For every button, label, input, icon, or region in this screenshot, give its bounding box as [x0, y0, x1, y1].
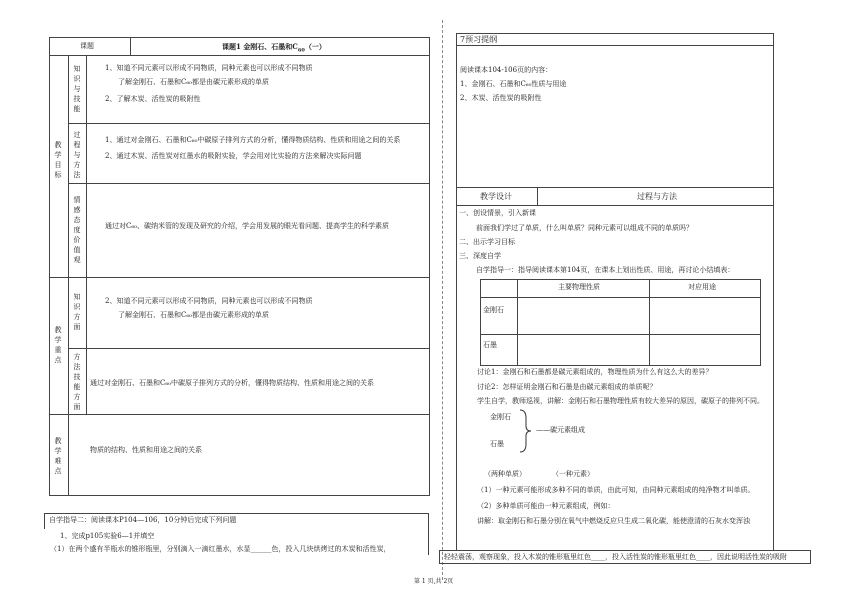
difficulty-text: 物质的结构、性质和用途之间的关系 — [90, 446, 202, 454]
key-method-label: 方法技能方面 — [73, 353, 81, 411]
tip-text: 轻轻震荡，观察现象，投入木炭的锥形瓶里红色____，投入活性炭的锥形瓶里红色____，因此说明活性炭的吸附 — [444, 553, 787, 561]
design-col-2: 过程与方法 — [637, 192, 677, 201]
preview-title: 7预习提纲 — [460, 35, 498, 44]
key-knowledge-line-1: 2、知道不同元素可以形成不同物质，同种元素也可以形成不同物质 — [105, 297, 313, 305]
step-2-title: 二、出示学习目标 — [459, 238, 515, 246]
teaching-goals-label: 教学目标 — [54, 141, 62, 179]
preview-item-1: 1、金刚石、石墨和C₆₀性质与用途 — [460, 80, 567, 88]
key-points-label: 教学重点 — [54, 326, 62, 364]
knowledge-line-3: 2、了解木炭、活性炭的吸附性 — [105, 95, 201, 103]
key-knowledge-label: 知识方面 — [73, 293, 81, 331]
guide-two-line-2: （1）在两个盛有半瓶水的锥形瓶里，分别滴入一滴红墨水，水显______色，投入几块烘烤过的木炭和活性炭， — [50, 545, 391, 553]
curly-brace-icon — [518, 408, 532, 454]
emotion-label: 情感态度价值观 — [73, 196, 81, 264]
tip-box — [439, 550, 811, 564]
two-substances: （两种单质） — [484, 470, 526, 478]
process-line-2: 2、通过木炭、活性炭对红墨水的吸附实验，学会用对比实验的方法来解决实际问题 — [105, 152, 362, 160]
one-element: （一种元素） — [552, 470, 594, 478]
key-method-text: 通过对金刚石、石墨和C₆₀中碳原子排列方式的分析，懂得物质结构、性质和用途之间的关系 — [90, 379, 374, 387]
header-label: 课题 — [80, 42, 94, 50]
table-header-properties: 主要物理性质 — [558, 283, 600, 291]
teacher-explain: 学生自学，教师巡视，讲解：金刚石和石墨物理性质有较大差异的原因，碳原子的排列不同。 — [477, 397, 764, 405]
brace-element: ——碳元素组成 — [536, 426, 585, 434]
knowledge-line-1: 1、知道不同元素可以形成不同物质，同种元素也可以形成不同物质 — [105, 64, 313, 72]
table-row-diamond: 金刚石 — [483, 306, 504, 314]
difficulty-label: 教学难点 — [54, 437, 62, 475]
step-1-text: 前面我们学过了单质，什么叫单质？同种元素可以组成不同的单质吗？ — [476, 224, 693, 232]
explain-text: 讲解：取金刚石和石墨分别在氧气中燃烧反应只生成二氧化碳，能使澄清的石灰水变浑浊 — [477, 517, 750, 525]
preview-read-line: 阅读课本104-106页的内容： — [460, 66, 553, 74]
key-knowledge-line-2: 了解金刚石、石墨和C₆₀都是由碳元素形成的单质 — [118, 311, 269, 319]
design-col-1: 教学设计 — [480, 192, 512, 201]
fold-line — [442, 20, 443, 580]
brace-diamond: 金刚石 — [490, 413, 511, 421]
point-1: （1）一种元素可能形成多种不同的单质，由此可知，由同种元素组成的纯净物才叫单质。 — [477, 486, 755, 494]
guide-two-text: 自学指导二：阅读课本P104—106，10分钟后完成下列问题 — [49, 516, 237, 524]
knowledge-line-2: 了解金刚石、石墨和C₆₀都是由碳元素形成的单质 — [118, 78, 269, 86]
process-line-1: 1、通过对金刚石、石墨和C₆₀中碳原子排列方式的分析，懂得物质结构、性质和用途之间的关系 — [105, 136, 401, 144]
discussion-2: 讨论2：怎样证明金刚石和石墨是由碳元素组成的单质呢？ — [477, 383, 657, 391]
process-label: 过程与方法 — [73, 131, 81, 179]
table-row-graphite: 石墨 — [483, 341, 497, 349]
page-footer: 第 1 页,共 2页 — [414, 578, 454, 585]
emotion-text: 通过对C₆₀、碳纳米管的发现及研究的介绍，学会用发展的眼光看问题、提高学生的科学素质 — [105, 222, 389, 230]
knowledge-label: 知识与技能 — [73, 65, 81, 113]
discussion-1: 讨论1：金刚石和石墨都是碳元素组成的，物理性质为什么有这么大的差异？ — [477, 368, 713, 376]
point-2: （2）多种单质可能由一种元素组成，例如： — [477, 502, 615, 510]
guide-one-text: 自学指导一：指导阅读课本第104页，在课本上划出性质、用途，再讨论小结填表： — [476, 266, 735, 274]
step-1-title: 一、创设情景，引入新课 — [459, 209, 536, 217]
brace-graphite: 石墨 — [490, 440, 504, 448]
preview-item-2: 2、木炭、活性炭的吸附性 — [460, 94, 542, 102]
table-header-uses: 对应用途 — [688, 283, 716, 291]
step-3-title: 三、深度自学 — [459, 252, 501, 260]
lesson-title: 课题1 金刚石、石墨和$C_{60}$（一） — [222, 42, 326, 54]
guide-two-line-1: 1、完成p105实验6—1并填空 — [60, 532, 155, 540]
